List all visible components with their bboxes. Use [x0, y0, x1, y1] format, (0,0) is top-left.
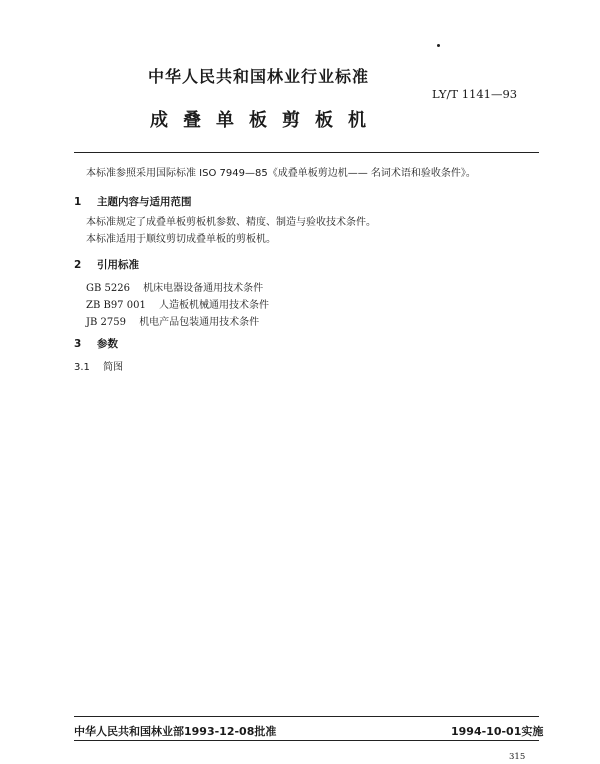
reference-item — [86, 279, 263, 294]
reference-code: GB 5226 — [86, 283, 130, 294]
reference-item — [86, 296, 269, 311]
section-title: 主题内容与适用范围 — [96, 196, 192, 208]
reference-title: 机床电器设备通用技术条件 — [143, 283, 264, 294]
issuer-heading: 中华人民共和国林业行业标准 — [148, 67, 370, 86]
section-1-heading — [74, 194, 191, 209]
standard-code: LY/T 1141—93 — [432, 87, 518, 101]
reference-title: 人造板机械通用技术条件 — [159, 300, 270, 311]
reference-item — [86, 313, 259, 328]
section-number: 1 — [74, 196, 82, 208]
section-number: 3.1 — [74, 362, 90, 373]
implementation-date: 1994-10-01实施 — [451, 725, 544, 738]
section-title: 参数 — [96, 338, 118, 350]
document-title: 成叠单板剪板机 — [150, 110, 381, 131]
section-2-heading — [74, 257, 139, 272]
section-title: 简图 — [103, 362, 124, 373]
intro-paragraph: 本标准参照采用国际标准 ISO 7949—85《成叠单板剪边机—— 名词术语和验收条件》。 — [86, 168, 476, 179]
section-1-paragraph-2: 本标准适用于顺纹剪切成叠单板的剪板机。 — [86, 234, 276, 245]
footer-divider — [74, 716, 539, 717]
scan-speck — [437, 44, 440, 47]
approval-line: 中华人民共和国林业部1993-12-08批准 — [74, 725, 277, 738]
section-title: 引用标准 — [96, 259, 139, 271]
section-1-paragraph-1: 本标准规定了成叠单板剪板机参数、精度、制造与验收技术条件。 — [86, 217, 376, 228]
reference-code: JB 2759 — [86, 317, 126, 328]
section-number: 3 — [74, 338, 82, 350]
section-3-1-heading — [74, 358, 123, 373]
header-divider — [74, 152, 539, 153]
footer-bottom-divider — [74, 740, 539, 741]
page-number: 315 — [509, 752, 526, 762]
section-3-heading — [74, 336, 118, 351]
section-number: 2 — [74, 259, 82, 271]
reference-code: ZB B97 001 — [86, 300, 146, 311]
reference-title: 机电产品包装通用技术条件 — [139, 317, 260, 328]
